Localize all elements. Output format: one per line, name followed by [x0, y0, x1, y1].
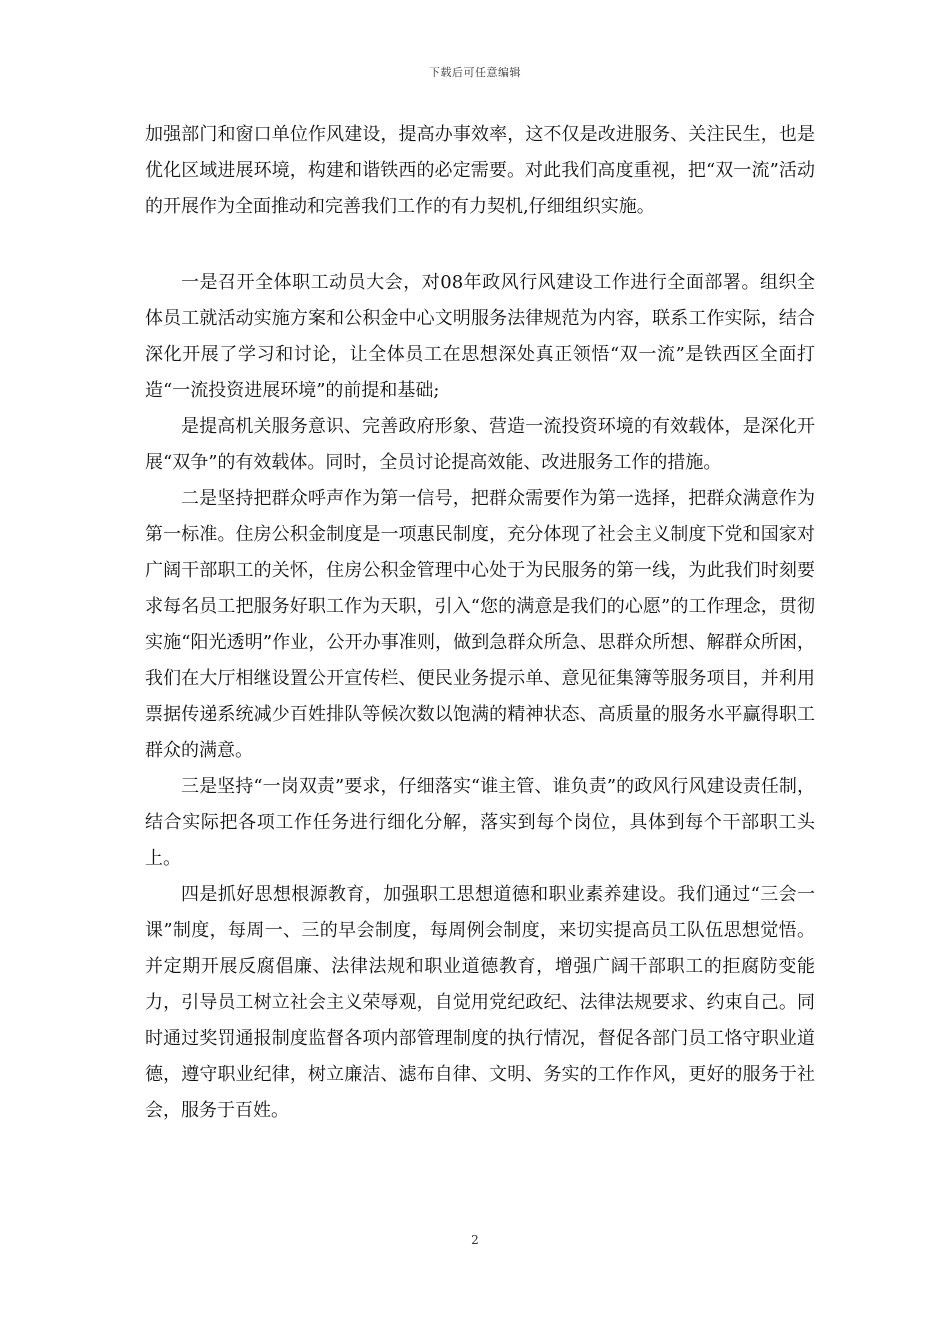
paragraph-point-one-continued: 是提高机关服务意识、完善政府形象、营造一流投资环境的有效载体，是深化开展“双争”的有效载体。同时，全员讨论提高效能、改进服务工作的措施。 [145, 416, 815, 473]
paragraph-intro: 加强部门和窗口单位作风建设，提高办事效率，这不仅是改进服务、关注民生，也是优化区域进展环境，构建和谐铁西的必定需要。对此我们高度重视，把“双一流”活动的开展作为全面推动和完善我们工作的有力契机,仔细组织实施。 [145, 124, 815, 217]
paragraph-point-one: 一是召开全体职工动员大会，对08年政风行风建设工作进行全面部署。组织全体员工就活动实施方案和公积金中心文明服务法律规范为内容，联系工作实际，结合深化开展了学习和讨论，让全体员工在思想深处真正领悟“双一流”是铁西区全面打造“一流投资进展环境”的前提和基础; [145, 272, 815, 401]
paragraph-point-three: 三是坚持“一岗双责”要求，仔细落实“谁主管、谁负责”的政风行风建设责任制，结合实际把各项工作任务进行细化分解，落实到每个岗位，具体到每个干部职工头上。 [145, 776, 815, 869]
document-body [145, 117, 815, 1129]
page-number: 2 [471, 1233, 479, 1247]
paragraph-point-two: 二是坚持把群众呼声作为第一信号，把群众需要作为第一选择，把群众满意作为第一标准。住房公积金制度是一项惠民制度，充分体现了社会主义制度下党和国家对广阔干部职工的关怀，住房公积金管理中心处于为民服务的第一线，为此我们时刻要求每名员工把服务好职工作为天职，引入“您的满意是我们的心愿”的工作理念，贯彻实施“阳光透明”作业，公开办事准则，做到急群众所急、思群众所想、解群众所困，我们在大厅相继设置公开宣传栏、便民业务提示单、意见征集簿等服务项目，并利用票据传递系统减少百姓排队等候次数以饱满的精神状态、高质量的服务水平赢得职工群众的满意。 [145, 488, 815, 761]
page-header: 下载后可任意编辑 [429, 66, 521, 79]
paragraph-point-four: 四是抓好思想根源教育，加强职工思想道德和职业素养建设。我们通过“三会一课”制度，每周一、三的早会制度，每周例会制度，来切实提高员工队伍思想觉悟。并定期开展反腐倡廉、法律法规和职业道德教育，增强广阔干部职工的拒腐防变能力，引导员工树立社会主义荣辱观，自觉用党纪政纪、法律法规要求、约束自己。同时通过奖罚通报制度监督各项内部管理制度的执行情况，督促各部门员工恪守职业道德，遵守职业纪律，树立廉洁、滤布自律、文明、务实的工作作风，更好的服务于社会，服务于百姓。 [145, 884, 815, 1121]
